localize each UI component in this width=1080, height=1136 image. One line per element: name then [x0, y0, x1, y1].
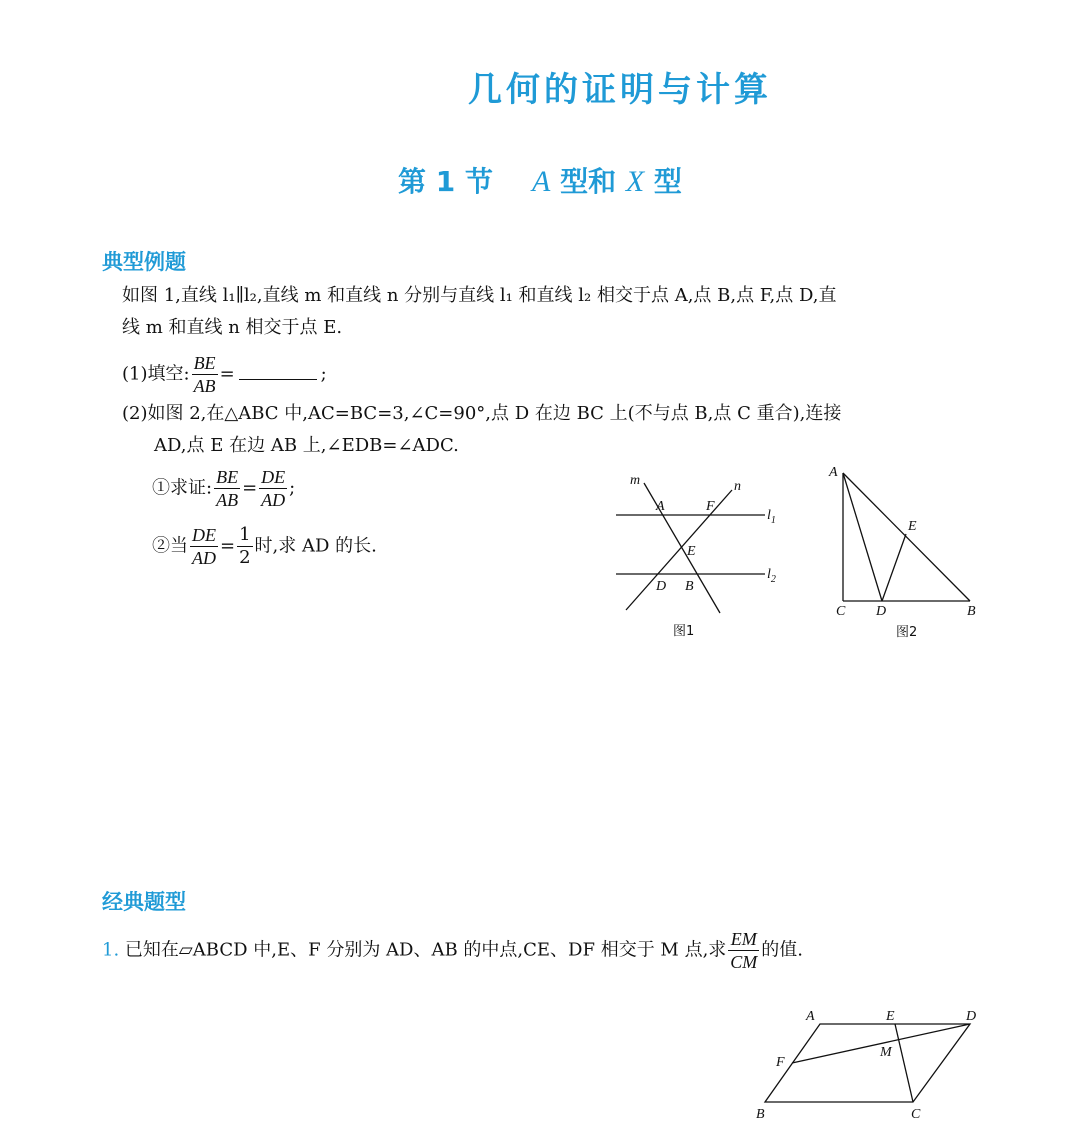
p2-fraction-1: [190, 524, 218, 569]
part-1: [152, 466, 295, 511]
example-heading: 典型例题: [102, 250, 186, 274]
part-2: [152, 524, 377, 569]
label-C: C: [836, 604, 846, 619]
label-n: n: [734, 479, 741, 494]
classic-question-1: [102, 928, 803, 973]
label-B: B: [685, 579, 694, 594]
question-text: 已知在▱ABCD 中,E、F 分别为 AD、AB 的中点,CE、DF 相交于 M 点,求: [124, 939, 727, 961]
intro-line-1: 如图 1,直线 l₁∥l₂,直线 m 和直线 n 分别与直线 l₁ 和直线 l₂ 相交于点 A,点 B,点 F,点 D,直: [122, 285, 837, 306]
figure-1-diagram: [600, 468, 800, 648]
question-2: [122, 398, 1002, 462]
figure-1-caption: 图1: [673, 624, 695, 639]
subtitle-mid: 型和: [550, 165, 626, 198]
p2-num-1: DE: [192, 525, 216, 545]
p1-prefix: ①求证:: [152, 477, 213, 499]
p2-end: 时,求 AD 的长.: [254, 535, 377, 557]
label-D: D: [966, 1009, 977, 1024]
q1-denominator: AB: [193, 376, 216, 396]
label-l1-main: l: [767, 508, 771, 523]
subtitle-x: X: [625, 165, 645, 198]
p2-prefix: ②当: [152, 535, 188, 557]
classic-heading: 经典题型: [102, 890, 186, 914]
label-A: A: [829, 465, 838, 480]
label-l2: [767, 567, 776, 585]
p1-end: ;: [289, 477, 296, 499]
q2-line-1: (2)如图 2,在△ABC 中,AC=BC=3,∠C=90°,点 D 在边 BC 上(不与点 B,点 C 重合),连接: [122, 403, 842, 424]
label-l1: [767, 508, 776, 526]
subtitle-a: A: [532, 165, 551, 198]
figure-3-diagram: [748, 1004, 988, 1132]
q1-equals: =: [219, 363, 235, 385]
q1-answer-blank[interactable]: [239, 363, 317, 380]
label-C: C: [911, 1107, 921, 1122]
example-intro: [122, 280, 1002, 344]
p1-num-2: DE: [261, 467, 286, 487]
p1-fraction-2: [259, 466, 287, 511]
label-M: M: [880, 1045, 892, 1060]
q1-fraction: [192, 352, 218, 397]
parallelogram-ABCD: [765, 1024, 970, 1102]
label-B: B: [967, 604, 976, 619]
p1-num-1: BE: [216, 467, 239, 487]
subtitle-suffix: 型: [644, 165, 682, 198]
figure-2-diagram: [820, 458, 990, 648]
label-E: E: [886, 1009, 895, 1024]
label-l1-sub: 1: [770, 515, 776, 526]
label-E: E: [687, 544, 696, 559]
q2-line-2: AD,点 E 在边 AB 上,∠EDB=∠ADC.: [154, 435, 459, 456]
figure-2-caption: 图2: [896, 625, 918, 640]
question-fraction: [728, 928, 759, 973]
q1-numerator: BE: [193, 353, 216, 373]
p1-den-2: AD: [261, 490, 286, 510]
label-D: D: [876, 604, 887, 619]
label-D: D: [656, 579, 667, 594]
label-F: F: [706, 499, 715, 514]
p1-equals: =: [242, 477, 258, 499]
p1-den-1: AB: [216, 490, 239, 510]
question-end: 的值.: [761, 939, 804, 961]
p2-den-2: 2: [239, 547, 251, 568]
subtitle-prefix: 第 1 节: [398, 165, 494, 198]
question-denominator: CM: [730, 952, 758, 972]
p2-equals: =: [220, 535, 236, 557]
label-m: m: [630, 473, 641, 488]
intro-line-2: 线 m 和直线 n 相交于点 E.: [122, 317, 343, 338]
p2-num-2: 1: [239, 524, 251, 545]
label-l2-sub: 2: [770, 574, 776, 585]
label-A: A: [656, 499, 665, 514]
label-E: E: [908, 519, 917, 534]
p2-fraction-2: [237, 524, 252, 569]
p2-den-1: AD: [192, 548, 216, 568]
q1-end: ;: [320, 363, 327, 385]
section-subtitle: [0, 160, 1080, 200]
question-number: 1.: [102, 939, 120, 961]
label-A: A: [806, 1009, 815, 1024]
question-numerator: EM: [728, 928, 759, 951]
line-n: [626, 490, 732, 610]
question-1: [122, 352, 327, 397]
label-l2-main: l: [767, 567, 771, 582]
label-F: F: [776, 1055, 785, 1070]
segment-DE: [882, 534, 906, 601]
segment-CE: [895, 1024, 913, 1102]
q1-prefix: (1)填空:: [122, 363, 190, 385]
label-B: B: [756, 1107, 765, 1122]
page-title: 几何的证明与计算: [468, 70, 772, 110]
p1-fraction-1: [214, 466, 240, 511]
